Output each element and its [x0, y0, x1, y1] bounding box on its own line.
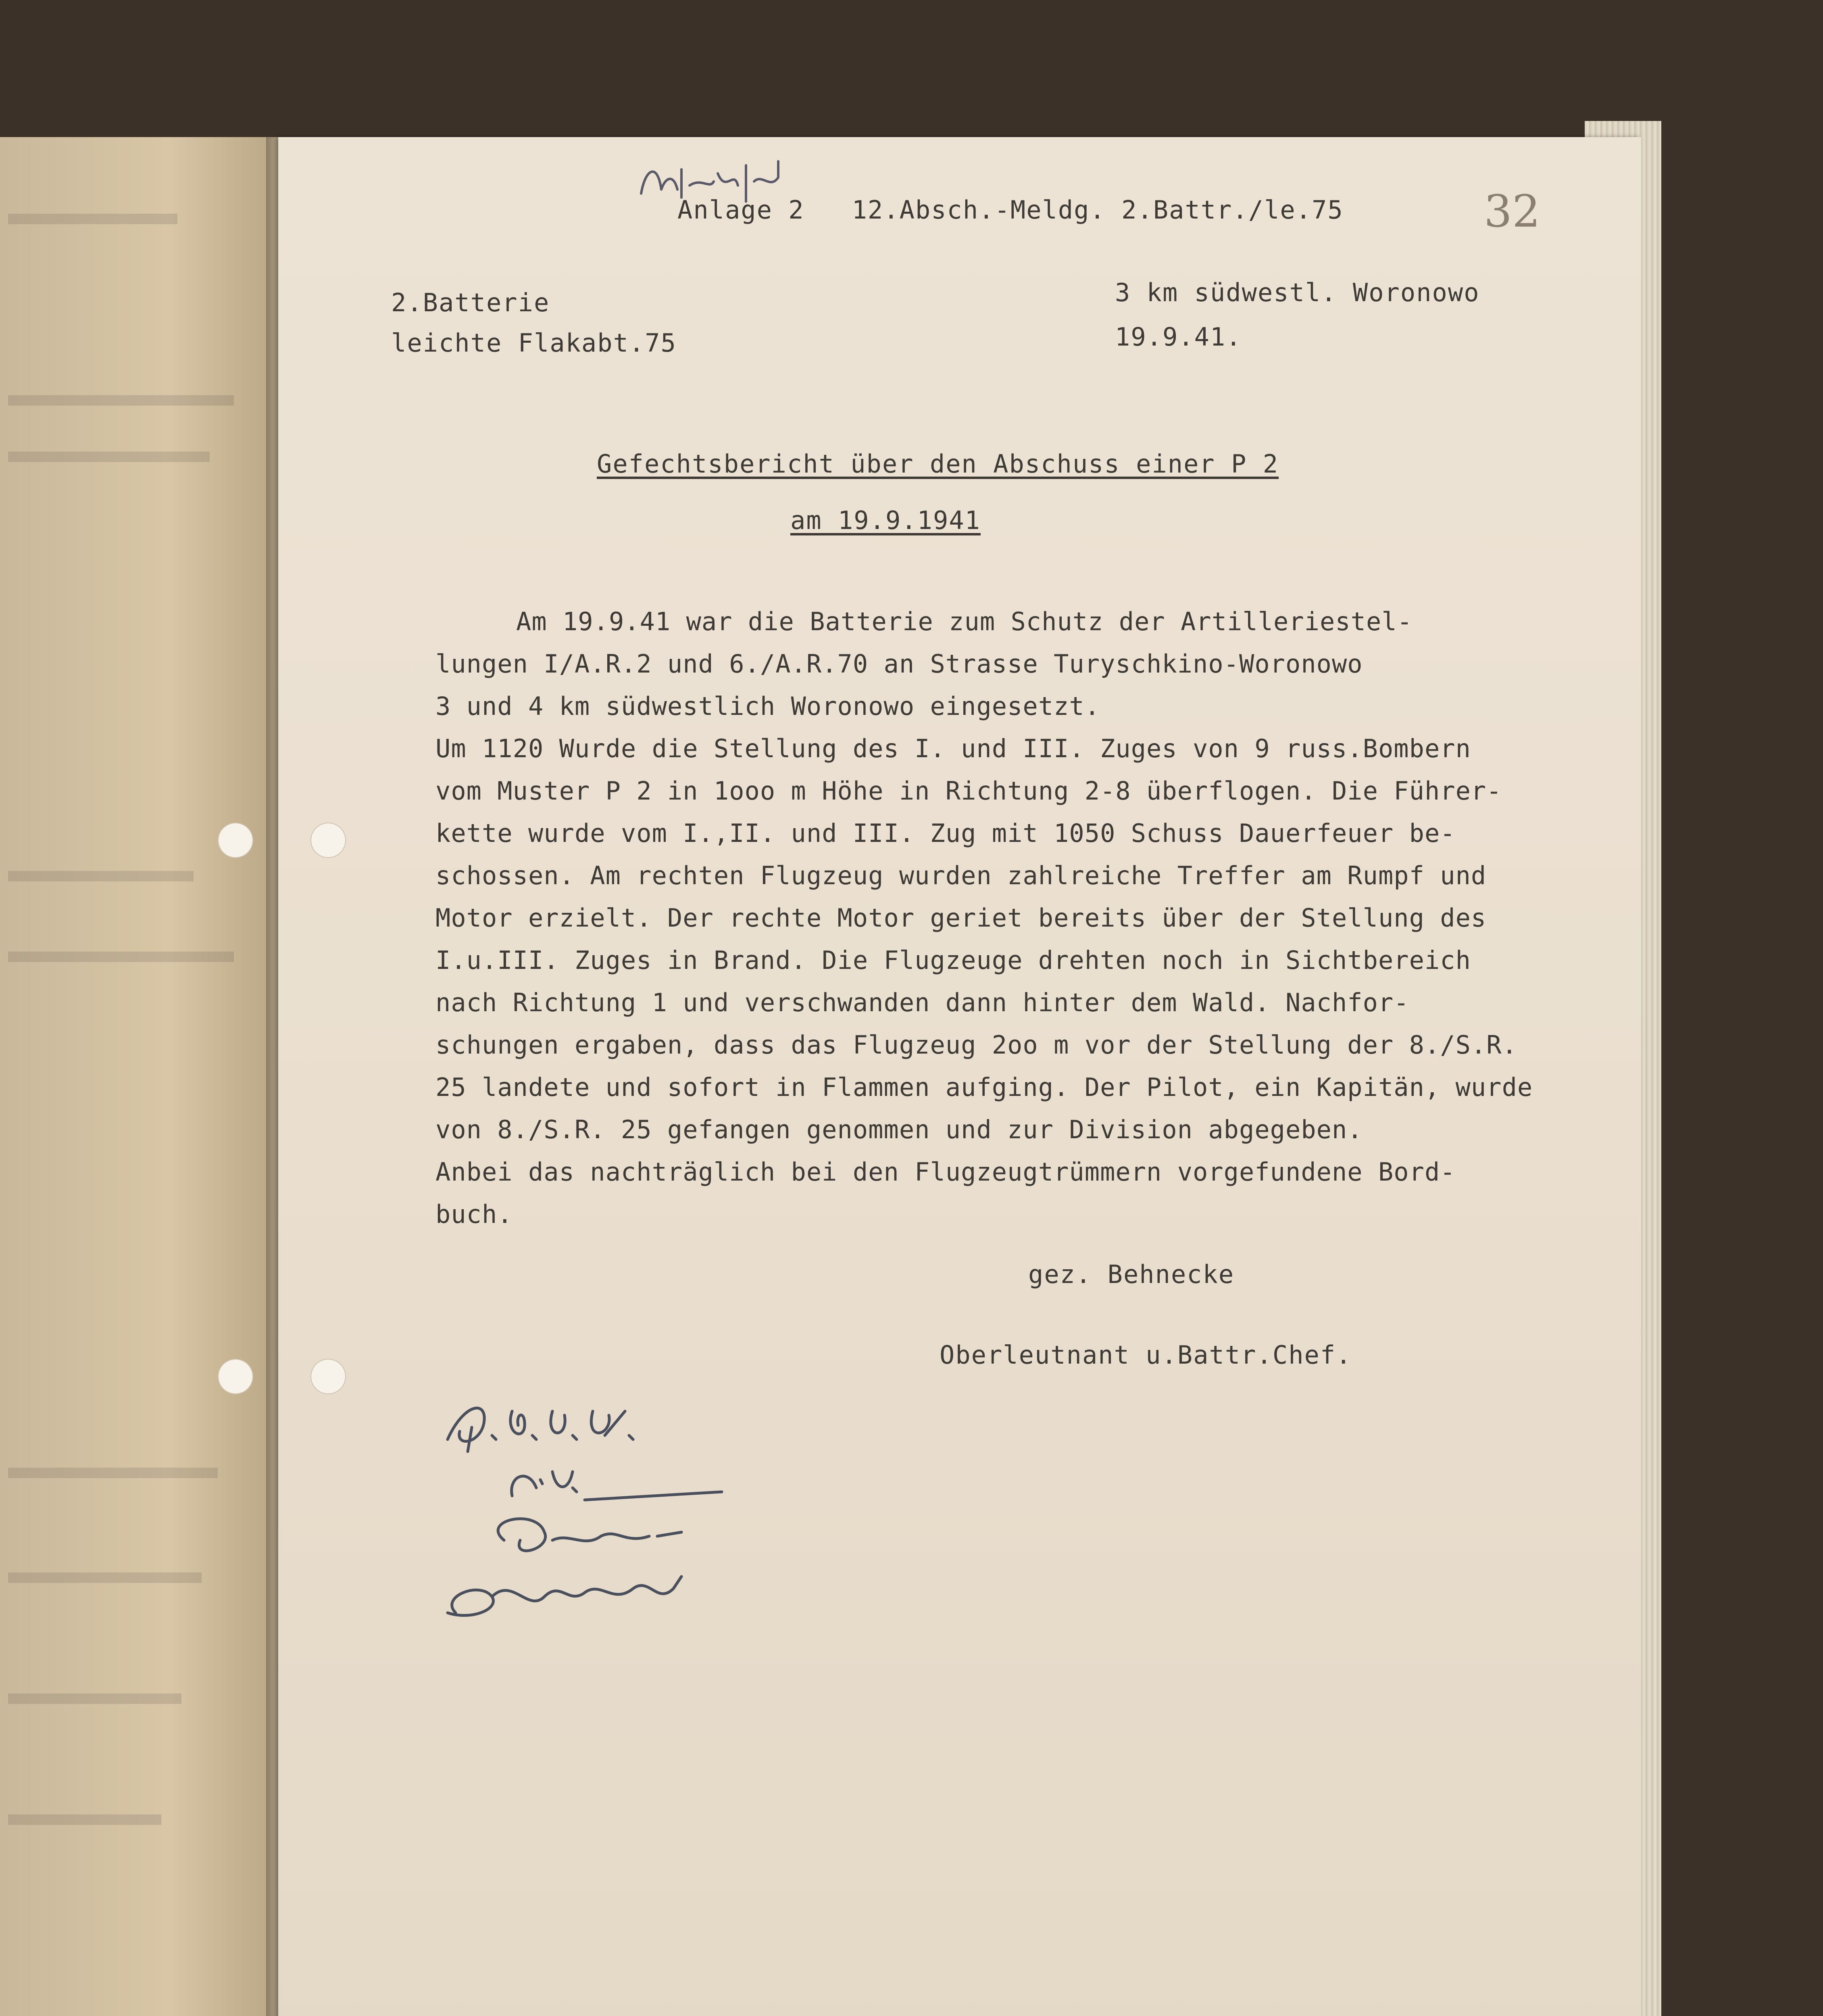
bleed-through-line — [8, 214, 177, 224]
body-line: von 8./S.R. 25 gefangen genommen und zur Division abgegeben. — [435, 1115, 1363, 1144]
signer-rank: Oberleutnant u.Battr.Chef. — [940, 1340, 1352, 1370]
signed-by: gez. Behnecke — [1028, 1260, 1235, 1289]
body-line: Motor erzielt. Der rechte Motor geriet bereits über der Stellung des — [435, 903, 1487, 933]
handwritten-attestation-signature — [431, 1387, 835, 1702]
bleed-through-line — [8, 871, 194, 881]
body-line: kette wurde vom I.,II. und III. Zug mit 1050 Schuss Dauerfeuer be- — [435, 818, 1456, 848]
body-line: nach Richtung 1 und verschwanden dann hinter dem Wald. Nachfor- — [435, 988, 1409, 1017]
date-line: 19.9.41. — [1115, 322, 1242, 352]
bleed-through-line — [8, 1814, 161, 1825]
body-line: Anbei das nachträglich bei den Flugzeugtrümmern vorgefundene Bord- — [435, 1157, 1456, 1187]
body-line: Am 19.9.41 war die Batterie zum Schutz der Artilleriestel- — [516, 607, 1413, 636]
body-line: schungen ergaben, dass das Flugzeug 2oo m vor der Stellung der 8./S.R. — [435, 1030, 1517, 1060]
punch-hole — [218, 823, 253, 858]
bleed-through-line — [8, 452, 210, 462]
body-line: 3 und 4 km südwestlich Woronowo eingesetzt. — [435, 691, 1100, 721]
report-title: Gefechtsbericht über den Abschuss einer P 2 — [597, 449, 1279, 479]
body-line: vom Muster P 2 in 1ooo m Höhe in Richtung 2-8 überflogen. Die Führer- — [435, 776, 1502, 806]
bleed-through-line — [8, 1468, 218, 1478]
place-line: 3 km südwestl. Woronowo — [1115, 278, 1480, 307]
body-line: I.u.III. Zuges in Brand. Die Flugzeuge drehten noch in Sichtbereich — [435, 946, 1471, 975]
bleed-through-line — [8, 952, 234, 962]
body-line: lungen I/A.R.2 und 6./A.R.70 an Strasse Turyschkino-Woronowo — [435, 649, 1363, 679]
bleed-through-line — [8, 1572, 202, 1583]
previous-page-edge — [0, 137, 282, 2016]
sender-unit: 2.Batterie — [391, 288, 550, 317]
bleed-through-line — [8, 1693, 181, 1704]
document-page — [278, 137, 1641, 2016]
annex-line: Anlage 2 12.Absch.-Meldg. 2.Battr./le.75 — [677, 195, 1344, 225]
bleed-through-line — [8, 395, 234, 406]
report-title-date: am 19.9.1941 — [790, 506, 981, 535]
body-line: 25 landete und sofort in Flammen aufging. Der Pilot, ein Kapitän, wurde — [435, 1073, 1533, 1102]
punch-hole — [218, 1359, 253, 1394]
body-line: Um 1120 Wurde die Stellung des I. und III. Zuges von 9 russ.Bombern — [435, 734, 1471, 763]
folio-number: 32 — [1484, 185, 1540, 237]
body-line: schossen. Am rechten Flugzeug wurden zahlreiche Treffer am Rumpf und — [435, 861, 1487, 890]
body-line: buch. — [435, 1200, 513, 1229]
punch-hole — [310, 1359, 346, 1394]
punch-hole — [310, 823, 346, 858]
sender-department: leichte Flakabt.75 — [391, 328, 677, 358]
